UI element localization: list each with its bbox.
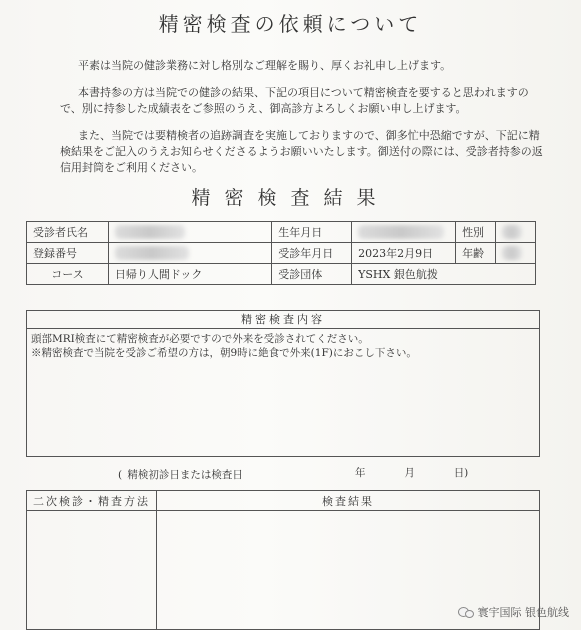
group-label: 受診団体 [272, 264, 352, 285]
detail-box [26, 310, 540, 457]
redaction-blur [358, 225, 444, 239]
exam-date-label-line: ( 精検初診日または検査日 [118, 469, 243, 481]
reg-no-label: 登録番号 [27, 243, 109, 264]
detail-line-1: 頭部MRI検査にて精密検査が必要ですので外来を受診されてください。 [31, 333, 369, 345]
table-row [27, 243, 536, 264]
day-label: 日) [453, 467, 469, 479]
redaction-blur [115, 225, 185, 239]
table-row [27, 222, 536, 243]
birth-label: 生年月日 [272, 222, 352, 243]
page-title: 精密検査の依頼について [158, 12, 423, 36]
detail-body [27, 329, 539, 363]
wechat-icon [458, 605, 474, 619]
year-label: 年 [355, 467, 366, 479]
name-value-redacted [108, 222, 271, 243]
table-row [27, 264, 536, 285]
detail-line-2: ※精密検査で当院を受診ご希望の方は，朝9時に絶食で外来(1F)におこし下さい。 [31, 347, 417, 359]
result-header: 検査結果 [157, 491, 540, 511]
reg-no-value-redacted [108, 243, 271, 264]
redaction-blur [502, 225, 522, 239]
intro-paragraph-2: 本書持参の方は当院での健診の結果、下記の項目について精密検査を要すると思われますので、別に持参した成績表をご参照のうえ、御高診方よろしくお願い申し上げます。 [60, 86, 529, 115]
table-row [27, 491, 540, 511]
course-value: 日帰り人間ドック [108, 264, 271, 285]
watermark-text: 寰宇国际 银色航线 [477, 606, 569, 619]
sex-label: 性別 [456, 222, 496, 243]
detail-title: 精密検査内容 [27, 311, 539, 329]
sex-value-redacted [496, 222, 536, 243]
month-label: 月 [404, 467, 415, 479]
method-header: 二次検診・精査方法 [27, 491, 157, 511]
watermark [458, 604, 570, 620]
intro-paragraph-1: 平素は当院の健診業務に対し格別なご理解を賜り、厚くお礼申し上げます。 [78, 59, 452, 72]
birth-value-redacted [352, 222, 456, 243]
exam-date-label: 受診年月日 [272, 243, 352, 264]
exam-date-value: 2023年2月9日 [352, 243, 456, 264]
age-label: 年齢 [456, 243, 496, 264]
redaction-blur [502, 246, 522, 260]
course-label: コース [27, 264, 109, 285]
redaction-blur [115, 246, 189, 260]
intro-paragraph-3: また、当院では要精検者の追跡調査を実施しておりますので、御多忙中恐縮ですが、下記に精検結果をご記入のうえお知らせくださるようお願いいたします。御送付の際には、受診者持参の返信用封筒をご利用ください。 [60, 129, 543, 174]
group-value: YSHX 銀色航拨 [352, 264, 536, 285]
method-cell[interactable] [27, 511, 157, 630]
name-label: 受診者氏名 [27, 222, 109, 243]
results-title: 精密検査結果 [191, 187, 390, 209]
exam-date-fields [355, 465, 468, 480]
patient-info-table [26, 221, 536, 285]
age-value-redacted [496, 243, 536, 264]
